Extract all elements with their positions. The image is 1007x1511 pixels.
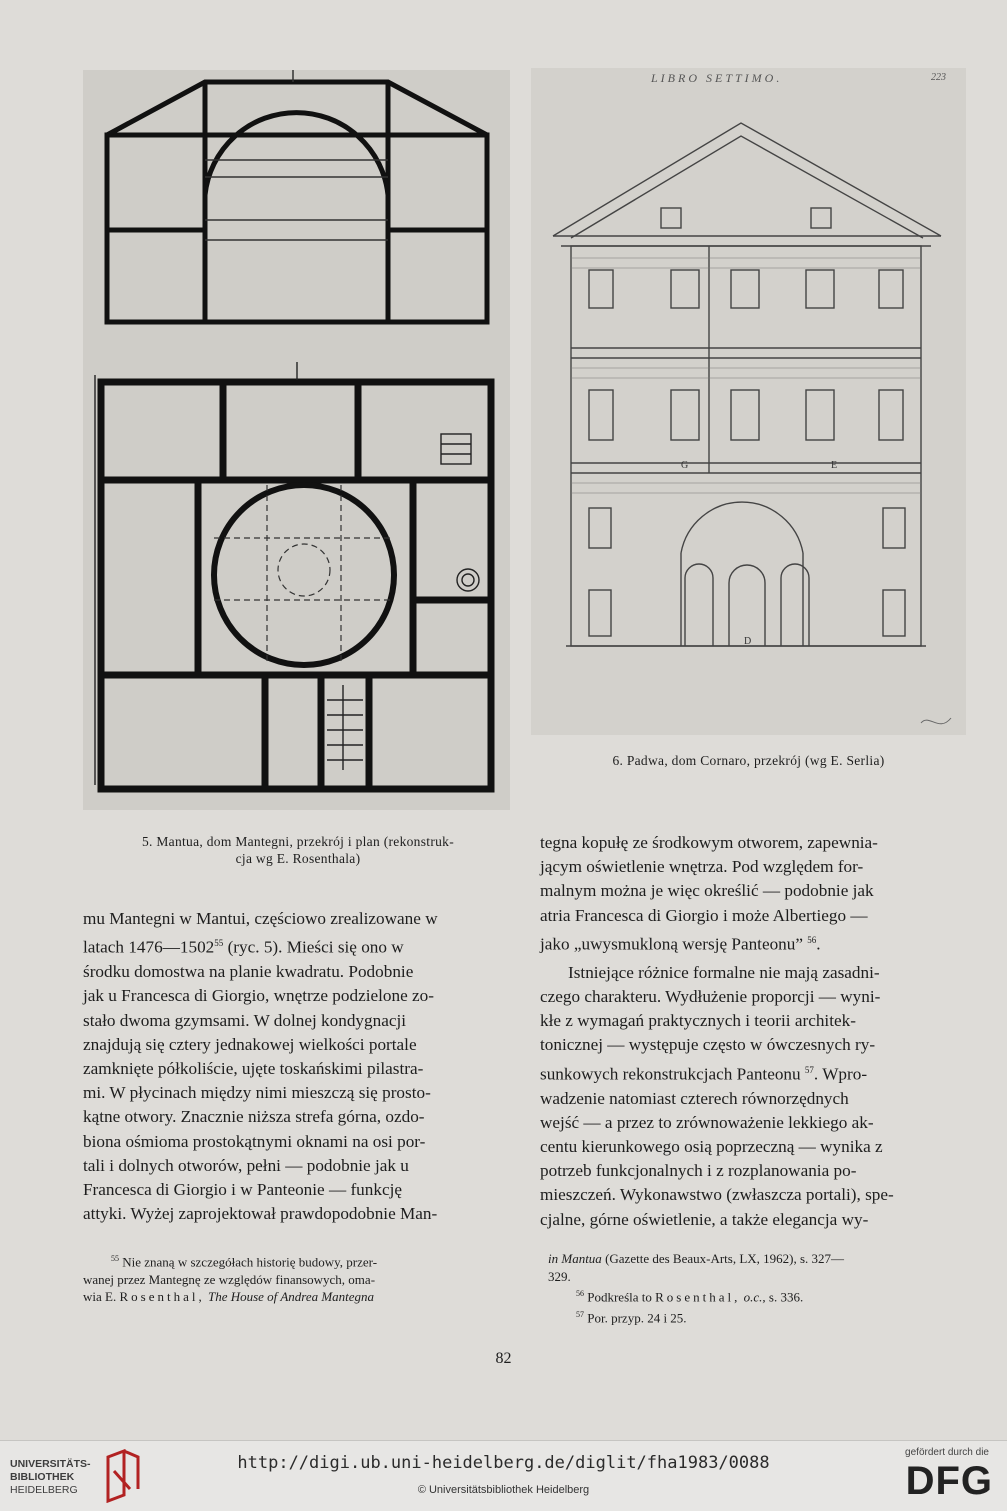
body-line: cjalne, górne oświetlenie, a także elegancja wy- xyxy=(540,1209,869,1229)
copyright-text: © Universitätsbibliothek Heidelberg xyxy=(417,1484,590,1496)
body-line: potrzeb funkcjonalnych i z rozplanowania po- xyxy=(540,1161,857,1181)
body-line: środku domostwa na planie kwadratu. Podobnie xyxy=(83,962,414,982)
footnote-ref-57: 57 xyxy=(804,1064,814,1075)
body-line: jącym oświetlenie wnętrza. Pod względem for- xyxy=(540,857,864,877)
plan-walls xyxy=(101,382,491,789)
body-line: tegna kopułę ze środkowym otworem, zapewnia- xyxy=(540,833,878,852)
permalink-url[interactable]: http://digi.ub.uni-heidelberg.de/diglit/fha1983/0088 xyxy=(237,1453,770,1473)
body-line: znajdują się cztery jednakowej wielkości portale xyxy=(83,1034,417,1054)
engraving-letter-e: E xyxy=(831,460,838,471)
engraving-facade xyxy=(571,246,921,646)
footnote-text: (Gazette des Beaux-Arts, LX, 1962), s. 327— xyxy=(605,1251,845,1266)
footnote-oc: o.c., xyxy=(743,1289,766,1305)
engraving-page-ref: 223 xyxy=(931,72,946,83)
footnote-number: 55 xyxy=(111,1254,119,1263)
footnote-text: wia E. xyxy=(83,1289,117,1305)
figure-6-svg xyxy=(531,68,966,735)
engraving-letter-d: D xyxy=(744,636,752,647)
footnote-text: Por. przyp. 24 i 25. xyxy=(587,1310,687,1326)
footer-bar xyxy=(0,1440,1007,1511)
figure-5-caption-line2: cja wg E. Rosenthala) xyxy=(235,851,361,866)
figure-5-svg xyxy=(83,70,510,810)
footnote-author: Rosenthal, xyxy=(119,1289,205,1305)
figure-5-drawing xyxy=(83,70,510,810)
body-line: atria Francesca di Giorgio i może Albertiego — xyxy=(540,905,868,925)
footnote-number: 56 xyxy=(576,1289,584,1298)
body-line: stało dwoma gzymsami. W dolnej kondygnacji xyxy=(83,1010,407,1030)
body-line: kątne otwory. Znacznie niższa strefa górna, ozdo- xyxy=(83,1107,425,1127)
library-logo-line3: HEIDELBERG xyxy=(10,1484,78,1496)
figure-5-caption xyxy=(78,833,518,867)
footnote-title: The House of Andrea Mantegna xyxy=(207,1289,375,1305)
footnote-57 xyxy=(548,1306,960,1327)
library-logo-line2: BIBLIOTHEK xyxy=(10,1471,75,1483)
body-text: latach 1476—1502 xyxy=(83,937,215,957)
body-text: (ryc. 5). Mieści się ono w xyxy=(227,937,404,957)
left-text-column xyxy=(83,907,515,1226)
footnote-continuation xyxy=(548,1250,960,1268)
body-line: mu Mantegni w Mantui, częściowo zrealizowane w xyxy=(83,909,438,928)
body-line: wadzenie natomiast czterech równorzędnych xyxy=(540,1088,849,1108)
footnotes-left xyxy=(83,1250,515,1306)
footnote-ref-56: 56 xyxy=(807,934,817,945)
footnote-line: wanej przez Mantegnę ze względów finansowych, oma- xyxy=(83,1271,376,1287)
body-line: mi. W płycinach między nimi mieszczą się prosto- xyxy=(83,1083,431,1103)
footnote-text: s. 336. xyxy=(768,1289,804,1305)
footnote-text: Nie znaną w szczegółach historię budowy, przer- xyxy=(122,1254,378,1270)
footnote-text: Podkreśla to xyxy=(587,1289,652,1305)
footnote-author: Rosenthal, xyxy=(655,1289,741,1305)
funding-label: gefördert durch die xyxy=(905,1447,989,1458)
footnotes-right xyxy=(548,1250,960,1327)
right-text-column xyxy=(540,831,976,1232)
body-line: jako „uwysmukloną wersję Panteonu” $^{56}$. xyxy=(540,934,821,954)
body-line: jak u Francesca di Giorgio, wnętrze podzielone zo- xyxy=(83,986,434,1006)
body-line: tonicznej — występuje często w ówczesnych ry- xyxy=(540,1035,876,1055)
engraving-letter-g: G xyxy=(681,460,689,471)
body-line: tali i dolnych otworów, pełni — podobnie jak u xyxy=(83,1155,409,1175)
body-line: Francesca di Giorgio i w Panteonie — funkcję xyxy=(83,1179,403,1199)
engraving-dome xyxy=(681,502,803,553)
body-line: centu kierunkowego osią poprzeczną — wynika z xyxy=(540,1136,883,1156)
library-logo-line1: UNIVERSITÄTS- xyxy=(10,1458,91,1470)
body-line: malnym można je więc określić — podobnie jak xyxy=(540,881,874,901)
plan-rotunda xyxy=(214,485,394,665)
engraving-header: LIBRO SETTIMO. xyxy=(651,71,783,85)
body-line: zamknięte półkoliście, ujęte toskańskimi pilastra- xyxy=(83,1058,424,1078)
body-line xyxy=(83,931,515,960)
body-line: attyki. Wyżej zaprojektował prawdopodobnie Man- xyxy=(83,1204,438,1224)
footnote-number: 57 xyxy=(576,1309,584,1319)
section-dome xyxy=(205,113,388,195)
footnote-ref-55: 55 xyxy=(214,938,224,949)
body-line: mieszczeń. Wykonawstwo (zwłaszcza portali), spe- xyxy=(540,1185,894,1205)
footnote-56 xyxy=(548,1285,960,1306)
page-number: 82 xyxy=(495,1350,512,1367)
body-text: . Wpro- xyxy=(813,1064,868,1084)
figure-6-engraving xyxy=(531,68,966,735)
body-line: czego charakteru. Wydłużenie proporcji — wyni- xyxy=(540,986,881,1006)
body-text: sunkowych rekonstrukcjach Panteonu xyxy=(540,1064,801,1084)
engraving-signature xyxy=(921,718,951,724)
figure-5-caption-line1: 5. Mantua, dom Mantegni, przekrój i plan (rekonstruk- xyxy=(141,834,455,849)
footnote-55 xyxy=(83,1250,515,1271)
section-roof xyxy=(107,82,487,135)
body-line: kłe z wymagań praktycznych i teorii architek- xyxy=(540,1011,856,1031)
body-line: biona ośmioma prostokątnymi oknami na osi por- xyxy=(83,1131,426,1151)
footnote-line: 329. xyxy=(548,1268,571,1284)
body-text: jako „uwysmukloną wersję Panteonu” xyxy=(540,934,803,954)
dfg-logo[interactable]: DFG xyxy=(905,1459,993,1503)
figure-6-caption: 6. Padwa, dom Cornaro, przekrój (wg E. Serlia) xyxy=(612,753,885,768)
body-line: wejść — a przez to zrównoważenie lekkiego ak- xyxy=(540,1112,874,1132)
footnote-title: in Mantua xyxy=(548,1251,602,1266)
footnote-line xyxy=(83,1288,515,1306)
body-line: Istniejące różnice formalne nie mają zasadni- xyxy=(568,962,880,982)
body-line xyxy=(540,1058,976,1087)
